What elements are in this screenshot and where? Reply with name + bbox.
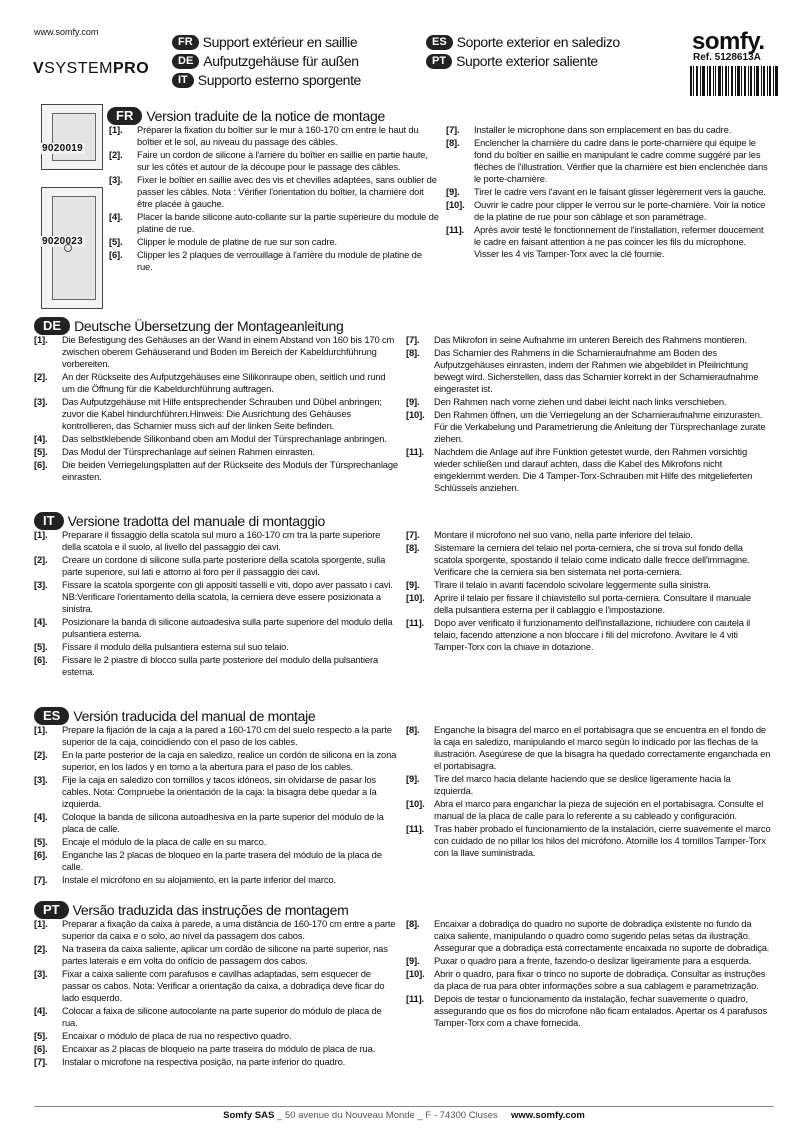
instruction-step [34, 968, 399, 1004]
step-number: [9]. [406, 773, 420, 784]
step-text: Montare il microfono nel suo vano, nella parte inferiore del telaio. [434, 529, 693, 540]
lang-badge: DE [172, 54, 199, 69]
step-number: [7]. [446, 124, 460, 135]
section-fr-right [446, 124, 771, 261]
step-text: Ouvrir le cadre pour clipper le verrou sur le porte-charnière. Voir la notice de la platine de rue pour son câblage et son paramétrage. [474, 199, 766, 222]
step-number: [5]. [34, 641, 48, 652]
section-fr-header [107, 107, 385, 125]
title-pt [426, 53, 598, 69]
step-text: Faire un cordon de silicone à l'arrière du boîtier en saillie en partie haute, sur les côtés et autour de la découpe pour le passage des câbles. [137, 149, 428, 172]
step-text: Fissare il modulo della pulsantiera esterna sul suo telaio. [62, 641, 289, 652]
step-number: [6]. [34, 1043, 48, 1054]
step-text: Depois de testar o funcionamento da instalação, fechar suavemente o quadro, assegurando que os fios do microfone não ficam entalados. Apertar os 4 parafusos Tamper-Torx com a chave fornecida. [434, 993, 768, 1028]
step-text: Instalar o microfone na respectiva posição, na parte inferior do quadro. [62, 1056, 346, 1067]
device-illustration-small [41, 104, 103, 170]
instruction-step [406, 773, 771, 797]
step-text: Préparer la fixation du boîtier sur le mur à 160-170 cm entre le haut du boîtier et le sol, au niveau du passage des câbles. [137, 124, 419, 147]
instruction-step [406, 542, 771, 578]
lang-badge: PT [426, 54, 452, 69]
step-number: [8]. [406, 347, 420, 358]
step-text: Encaixar a dobradiça do quadro no suporte de dobradiça existente no fundo da caixa saliente, manipulando o quadro como sugerido pelas setas da ilustração. Assegurar que a dobradiça está correctamente encaixada no suporte de dobradiça. [434, 918, 770, 953]
step-number: [8]. [406, 542, 420, 553]
instruction-step [406, 592, 771, 616]
instruction-step [34, 811, 399, 835]
title-text: Soporte exterior en saledizo [456, 34, 620, 50]
section-title: Version traduite de la notice de montage [146, 108, 385, 124]
step-text: Nachdem die Anlage auf ihre Funktion getestet wurde, den Rahmen vorsichtig wieder schließen und darauf achten, dass die Kabel des Mikrofons nicht eingeklemmt werden. Die 4 Tamper-Torx-Schrauben mit Hilfe des mitgelieferten Schlüssels anziehen. [434, 446, 753, 493]
step-number: [6]. [34, 459, 48, 470]
instruction-step [34, 918, 399, 942]
title-de [172, 53, 359, 69]
step-number: [9]. [446, 186, 460, 197]
instruction-step [34, 849, 399, 873]
step-number: [3]. [34, 579, 48, 590]
title-fr [172, 34, 357, 50]
instruction-step [34, 874, 399, 886]
instruction-step [109, 174, 439, 210]
instruction-step [406, 529, 771, 541]
instruction-step [109, 149, 439, 173]
lang-badge: PT [34, 901, 69, 919]
instruction-step [406, 724, 771, 772]
instruction-step [406, 955, 771, 967]
instruction-step [109, 236, 439, 248]
instruction-step [34, 371, 399, 395]
step-number: [6]. [109, 249, 123, 260]
brand-pro: PRO [112, 60, 150, 77]
instruction-step [406, 579, 771, 591]
footer-divider [34, 1106, 774, 1107]
step-text: Encaixar o módulo de placa de rua no respectivo quadro. [62, 1030, 292, 1041]
step-number: [10]. [406, 409, 425, 420]
step-number: [3]. [109, 174, 123, 185]
header-website: www.somfy.com [34, 27, 99, 37]
step-text: Placer la bande silicone auto-collante sur la partie supérieure du module de platine de rue. [137, 211, 439, 234]
instruction-step [34, 654, 399, 678]
step-text: Prepare la fijación de la caja a la pared a 160-170 cm del suelo respecto a la parte superior de la caja, coincidiendo con el paso de los cables. [62, 724, 392, 747]
footer-website: www.somfy.com [510, 1110, 585, 1121]
microphone-hole-icon [64, 244, 72, 252]
lang-badge: ES [34, 707, 69, 725]
instruction-step [406, 617, 771, 653]
step-text: Fije la caja en saledizo con tornillos y tacos idóneos, sin olvidarse de pasar los cables. Nota: Compruebe la orientación de la caja: la bisagra debe quedar a la izquierda. [62, 774, 377, 809]
footer-address: _ 50 avenue du Nouveau Monde _ F - 74300 Cluses [276, 1110, 498, 1121]
step-text: Na traseira da caixa saliente, aplicar um cordão de silicone na parte superior, nas partes laterais e em volta do orifício de passagem dos cabos. [62, 943, 388, 966]
vsystempro-brand [33, 60, 149, 78]
step-text: Fissare la scatola sporgente con gli appositi tasselli e viti, dopo aver passato i cavi. NB:Verificare l'orientamento della scatola, la cerniera deve essere posizionata a sinistra. [62, 579, 393, 614]
step-text: Abra el marco para enganchar la pieza de sujeción en el portabisagra. Consulte el manual de la placa de calle para lo referente a su cableado y configuración. [434, 798, 764, 821]
step-number: [5]. [34, 836, 48, 847]
step-number: [10]. [406, 798, 425, 809]
step-text: Den Rahmen öffnen, um die Verriegelung an der Scharnieraufnahme einzurasten. Für die Verkabelung und Parametrierung die Anleitung der Türsprechanlage zurate ziehen. [434, 409, 766, 444]
step-text: Den Rahmen nach vorne ziehen und dabei leicht nach links verschieben. [434, 396, 727, 407]
device-panel [52, 196, 96, 300]
instruction-step [34, 1043, 399, 1055]
step-text: Creare un cordone di silicone sulla parte posteriore della scatola sporgente, sulla parte superiore, sui lati e attorno al foro per il passaggio dei cavi. [62, 554, 386, 577]
step-number: [4]. [34, 811, 48, 822]
step-number: [5]. [34, 446, 48, 457]
step-text: Puxar o quadro para a frente, fazendo-o deslizar ligeiramente para a esquerda. [434, 955, 752, 966]
title-text: Suporte exterior saliente [456, 53, 598, 69]
section-pt-right [406, 918, 771, 1030]
step-text: Fixer le boîtier en saillie avec des vis et chevilles adaptées, sans oublier de passer les câbles. Nota : Vérifier l'orientation du boîtier, la charnière doit être placée à gauche. [137, 174, 437, 209]
step-text: Posizionare la banda di silicone autoadesiva sulla parte superiore del modulo della pulsantiera esterna. [62, 616, 393, 639]
instruction-step [406, 334, 771, 346]
instruction-step [109, 211, 439, 235]
instruction-step [406, 396, 771, 408]
device-illustration-large [41, 187, 103, 309]
barcode [690, 66, 778, 96]
lang-badge: FR [172, 35, 199, 50]
instruction-step [406, 823, 771, 859]
step-number: [6]. [34, 849, 48, 860]
step-text: Das Modul der Türsprechanlage auf seinen Rahmen einrasten. [62, 446, 315, 457]
step-number: [1]. [34, 724, 48, 735]
section-title: Versión traducida del manual de montaje [73, 708, 316, 724]
lang-badge: FR [107, 107, 142, 125]
somfy-logo: somfy. [692, 28, 765, 55]
step-text: Das selbstklebende Silikonband oben am Modul der Türsprechanlage anbringen. [62, 433, 387, 444]
section-it-header [34, 512, 325, 530]
brand-system: SYSTEM [44, 60, 113, 77]
step-text: Sistemare la cerniera del telaio nel porta-cerniera, che si trova sul fondo della scatola sporgente, spostando il telaio come indicato dalle frecce dell'immagine. Verificare che la cerniera sia ben sistemata nel porta-cerniera. [434, 542, 750, 577]
instruction-step [34, 396, 399, 432]
section-title: Deutsche Übersetzung der Montageanleitung [74, 318, 344, 334]
step-text: Coloque la banda de silicona autoadhesiva en la parte superior del módulo de la placa de calle. [62, 811, 384, 834]
step-text: Das Aufputzgehäuse mit Hilfe entsprechender Schrauben und Dübel anbringen; zuvor die Kabel hindurchführen.Hinweis: Die Ausrichtung des Gehäuses kontrollieren, das Scharnier muss sich auf der linken Seite befinden. [62, 396, 382, 431]
instruction-step [406, 347, 771, 395]
device-code: 9020023 [42, 236, 84, 247]
step-text: Preparar a fixação da caixa à parede, a uma distância de 160-170 cm entre a parte superior da caixa e o solo, ao nível da passagem dos cabos. [62, 918, 396, 941]
step-text: Preparare il fissaggio della scatola sul muro a 160-170 cm tra la parte superiore della scatola e il suolo, al livello del passaggio dei cavi. [62, 529, 381, 552]
title-it [172, 72, 361, 88]
instruction-step [446, 224, 771, 260]
title-text: Support extérieur en saillie [202, 34, 358, 50]
section-pt-header [34, 901, 348, 919]
instruction-step [446, 124, 771, 136]
instruction-step [34, 836, 399, 848]
instruction-step [109, 124, 439, 148]
section-fr-left [109, 124, 439, 274]
step-number: [1]. [109, 124, 123, 135]
lang-badge: IT [172, 73, 194, 88]
step-text: Enganche la bisagra del marco en el portabisagra que se encuentra en el fondo de la caja en saledizo, manipulando el marco según lo indicado por las flechas de la ilustración. Asegúrese de que la bisagra ha quedado correctamente enganchada en el portabisagra. [434, 724, 771, 771]
instruction-step [406, 409, 771, 445]
step-text: Encaje el módulo de la placa de calle en su marco. [62, 836, 267, 847]
instruction-step [109, 249, 439, 273]
step-text: Das Scharnier des Rahmens in die Scharnieraufnahme am Boden des Aufputzgehäuses einrasten, indem der Rahmen wie abgebildet in Pfeilrichtung bewegt wird. Sicherstellen, dass das Scharnier korrekt in der Scharnieraufnahme eingerastet ist. [434, 347, 759, 394]
step-text: Tirer le cadre vers l'avant en le faisant glisser légèrement vers la gauche. [474, 186, 766, 197]
step-number: [2]. [34, 371, 48, 382]
step-number: [4]. [34, 616, 48, 627]
section-es-left [34, 724, 399, 887]
instruction-step [446, 199, 771, 223]
step-number: [2]. [34, 943, 48, 954]
step-text: An der Rückseite des Aufputzgehäuses eine Silikonraupe oben, seitlich und rund um die Öffnung für die Kabeldurchführung auftragen. [62, 371, 386, 394]
step-number: [10]. [406, 968, 425, 979]
section-pt-left [34, 918, 399, 1069]
instruction-step [34, 749, 399, 773]
step-number: [2]. [109, 149, 123, 160]
lang-badge: ES [426, 35, 453, 50]
step-number: [9]. [406, 579, 420, 590]
step-text: Abrir o quadro, para fixar o trinco no suporte de dobradiça. Consultar as instruções da placa de rua para obter informações sobre a sua cablagem e parametrização. [434, 968, 766, 991]
step-number: [3]. [34, 968, 48, 979]
instruction-step [34, 334, 399, 370]
step-number: [4]. [34, 433, 48, 444]
step-number: [10]. [446, 199, 465, 210]
title-es [426, 34, 620, 50]
section-it-left [34, 529, 399, 679]
instruction-step [34, 529, 399, 553]
section-de-header [34, 317, 344, 335]
instruction-step [406, 918, 771, 954]
step-number: [7]. [406, 334, 420, 345]
step-number: [11]. [406, 446, 425, 457]
step-text: Encaixar as 2 placas de bloqueio na parte traseira do módulo de placa de rua. [62, 1043, 376, 1054]
instruction-step [34, 459, 399, 483]
step-text: Aprire il telaio per fissare il chiavistello sul porta-cerniera. Consultare il manuale della pulsantiera esterna per il cablaggio e l'impostazione. [434, 592, 751, 615]
step-number: [11]. [406, 823, 425, 834]
step-text: Das Mikrofon in seine Aufnahme im unteren Bereich des Rahmens montieren. [434, 334, 747, 345]
step-text: Instale el micrófono en su alojamiento, en la parte inferior del marco. [62, 874, 336, 885]
instruction-step [34, 1005, 399, 1029]
step-number: [11]. [406, 993, 425, 1004]
step-text: Tras haber probado el funcionamiento de la instalación, cierre suavemente el marco con cuidado de no pillar los hilos del micrófono. Atornille los 4 tornillos Tamper-Torx con la llave suministrada. [434, 823, 771, 858]
lang-badge: IT [34, 512, 64, 530]
step-text: En la parte posterior de la caja en saledizo, realice un cordón de silicona en la zona superior, en los lados y en torno a la abertura para el paso de los cables. [62, 749, 397, 772]
instruction-step [34, 943, 399, 967]
instruction-step [34, 616, 399, 640]
footer-company: Somfy SAS [223, 1110, 275, 1121]
step-text: Fixar a caixa saliente com parafusos e cavilhas adaptadas, sem esquecer de passar os cabos. Nota: Verificar a orientação da caixa, a dobradiça deve ficar do lado esquerdo. [62, 968, 385, 1003]
title-text: Supporto esterno sporgente [197, 72, 361, 88]
instruction-step [34, 724, 399, 748]
step-number: [5]. [109, 236, 123, 247]
step-text: Installer le microphone dans son emplacement en bas du cadre. [474, 124, 732, 135]
instruction-step [34, 1056, 399, 1068]
step-number: [6]. [34, 654, 48, 665]
step-text: Die Befestigung des Gehäuses an der Wand in einem Abstand von 160 bis 170 cm zwischen oberem Gehäuserand und Boden im Bereich der Kabeldurchführung vorbereiten. [62, 334, 395, 369]
step-number: [4]. [109, 211, 123, 222]
instruction-step [406, 968, 771, 992]
brand-prefix: V [33, 60, 45, 77]
step-number: [11]. [446, 224, 465, 235]
step-text: Fissare le 2 piastre di blocco sulla parte posteriore del modulo della pulsantiera esterna. [62, 654, 379, 677]
instruction-step [446, 186, 771, 198]
title-text: Aufputzgehäuse für außen [203, 53, 359, 69]
step-text: Enganche las 2 placas de bloqueo en la parte trasera del módulo de la placa de calle. [62, 849, 382, 872]
instruction-step [34, 774, 399, 810]
step-text: Tirare il telaio in avanti facendolo scivolare leggermente sulla sinistra. [434, 579, 711, 590]
section-de-left [34, 334, 399, 484]
instruction-step [34, 579, 399, 615]
step-number: [7]. [34, 874, 48, 885]
instruction-step [34, 1030, 399, 1042]
step-text: Tire del marco hacia delante haciendo que se deslice ligeramente hacia la izquierda. [434, 773, 731, 796]
instruction-step [406, 798, 771, 822]
section-es-header [34, 707, 315, 725]
step-number: [2]. [34, 554, 48, 565]
step-number: [8]. [406, 724, 420, 735]
instruction-step [446, 137, 771, 185]
lang-badge: DE [34, 317, 70, 335]
reference-number: Ref. 5128613A [693, 52, 761, 63]
step-number: [9]. [406, 955, 420, 966]
section-title: Versão traduzida das instruções de montagem [72, 902, 349, 918]
step-number: [4]. [34, 1005, 48, 1016]
section-title: Versione tradotta del manuale di montaggio [67, 513, 326, 529]
section-de-right [406, 334, 771, 495]
step-number: [3]. [34, 396, 48, 407]
footer [0, 1110, 808, 1121]
step-text: Clipper les 2 plaques de verrouillage à l'arrière du module de platine de rue. [137, 249, 422, 272]
instruction-step [406, 993, 771, 1029]
step-number: [7]. [34, 1056, 48, 1067]
step-text: Après avoir testé le fonctionnement de l'installation, refermer doucement le cadre en faisant attention à ne pas coincer les fils du microphone. Visser les 4 vis Tamper-Torx avec la clé fournie. [474, 224, 764, 259]
section-it-right [406, 529, 771, 654]
step-number: [2]. [34, 749, 48, 760]
step-number: [3]. [34, 774, 48, 785]
instruction-step [406, 446, 771, 494]
step-number: [11]. [406, 617, 425, 628]
step-text: Dopo aver verificato il funzionamento dell'installazione, richiudere con cautela il telaio, facendo attenzione a non bloccare i fili del microfono. Avvitare le 4 viti Tamper-Torx con la chiave in dotazione. [434, 617, 751, 652]
instruction-step [34, 433, 399, 445]
step-number: [5]. [34, 1030, 48, 1041]
step-number: [10]. [406, 592, 425, 603]
instruction-step [34, 446, 399, 458]
step-text: Enclencher la charnière du cadre dans le porte-charnière qui équipe le fond du boîtier en saillie en manipulant le cadre comme suggéré par les flèches de l'illustration. Vérifier que la charnière est bien enclenchée dans le porte-charnière. [474, 137, 768, 184]
step-text: Colocar a faixa de silicone autocolante na parte superior do módulo de placa de rua. [62, 1005, 382, 1028]
device-code: 9020019 [42, 143, 84, 154]
step-text: Clipper le module de platine de rue sur son cadre. [137, 236, 337, 247]
step-text: Die beiden Verriegelungsplatten auf der Rückseite des Moduls der Türsprechanlage einrasten. [62, 459, 398, 482]
instruction-step [34, 554, 399, 578]
instruction-step [34, 641, 399, 653]
step-number: [1]. [34, 529, 48, 540]
step-number: [1]. [34, 334, 48, 345]
step-number: [9]. [406, 396, 420, 407]
step-number: [7]. [406, 529, 420, 540]
step-number: [1]. [34, 918, 48, 929]
step-number: [8]. [406, 918, 420, 929]
section-es-right [406, 724, 771, 860]
step-number: [8]. [446, 137, 460, 148]
